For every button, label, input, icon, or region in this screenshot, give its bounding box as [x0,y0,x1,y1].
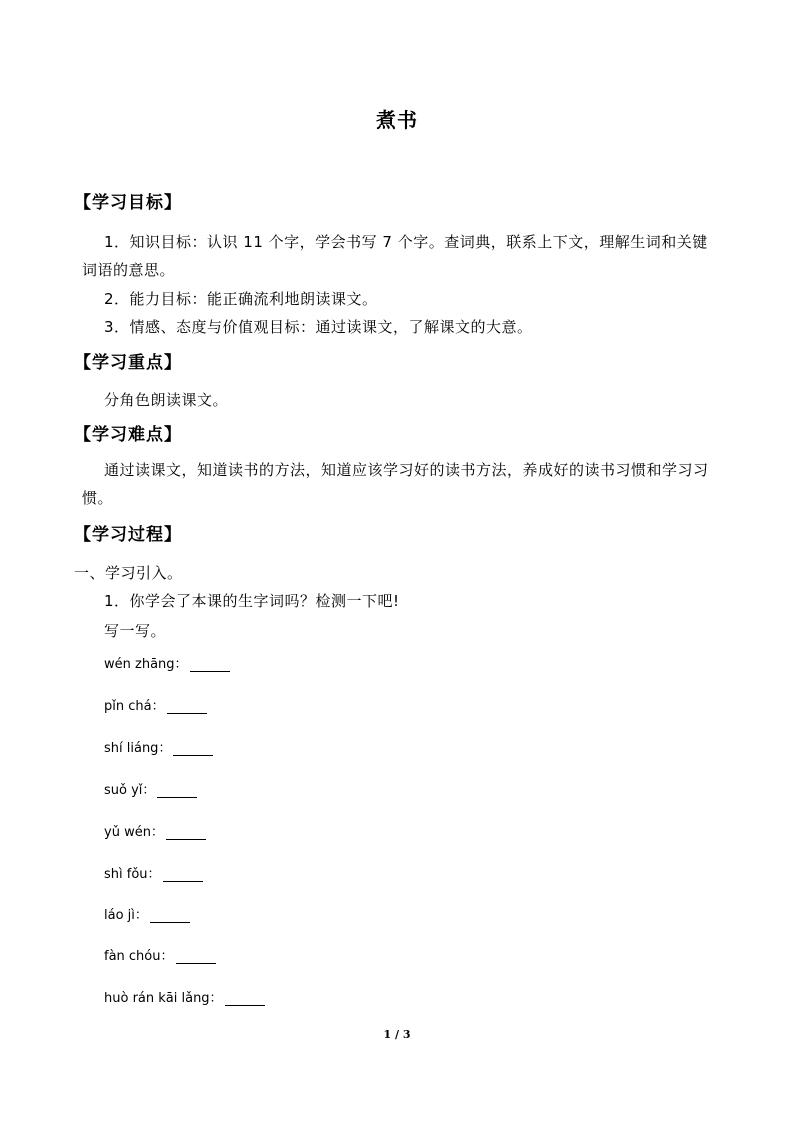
process-part1: 一、学习引入。 [74,564,183,582]
pinyin-text: pǐn chá： [104,699,165,714]
process-heading: 【学习过程】 [74,525,182,545]
write-instruction: 写一写。 [104,622,167,640]
answer-blank[interactable] [167,699,207,714]
process-question-1: 1．你学会了本课的生字词吗？检测一下吧! [104,592,400,610]
pinyin-row [104,904,190,923]
goals-heading: 【学习目标】 [74,193,182,213]
pinyin-text: wén zhāng： [104,657,188,672]
pinyin-row [104,863,203,882]
answer-blank[interactable] [225,991,265,1006]
answer-blank[interactable] [166,825,206,840]
pinyin-row [104,695,207,714]
pinyin-row [104,653,230,672]
goal-item-2: 2．能力目标：能正确流利地朗读课文。 [104,290,378,308]
pinyin-row [104,779,197,798]
goal-item-3: 3．情感、态度与价值观目标：通过读课文，了解课文的大意。 [104,318,533,336]
pinyin-text: shì fǒu： [104,867,161,882]
difficulty-text: 通过读课文，知道读书的方法，知道应该学习好的读书方法，养成好的读书习惯和学习习惯。 [82,461,709,507]
key-text: 分角色朗读课文。 [104,391,229,409]
answer-blank[interactable] [150,908,190,923]
answer-blank[interactable] [176,949,216,964]
pinyin-row [104,737,213,756]
pinyin-text: yǔ wén： [104,825,164,840]
page-number: 1 / 3 [383,1028,411,1041]
pinyin-row [104,821,206,840]
pinyin-text: láo jì： [104,908,148,923]
pinyin-text: huò rán kāi lǎng： [104,991,223,1006]
goal-item-1: 1．知识目标：认识 11 个字，学会书写 7 个字。查词典，联系上下文，理解生词和关键词语的意思。 [82,233,708,279]
key-heading: 【学习重点】 [74,353,182,373]
difficulty-heading: 【学习难点】 [74,425,182,445]
answer-blank[interactable] [190,657,230,672]
answer-blank[interactable] [163,867,203,882]
page-title: 煮书 [376,108,418,132]
answer-blank[interactable] [157,783,197,798]
pinyin-row [104,945,216,964]
answer-blank[interactable] [173,741,213,756]
pinyin-text: suǒ yǐ： [104,783,156,798]
pinyin-text: fàn chóu： [104,949,174,964]
pinyin-text: shí liáng： [104,741,172,756]
pinyin-row [104,987,265,1006]
